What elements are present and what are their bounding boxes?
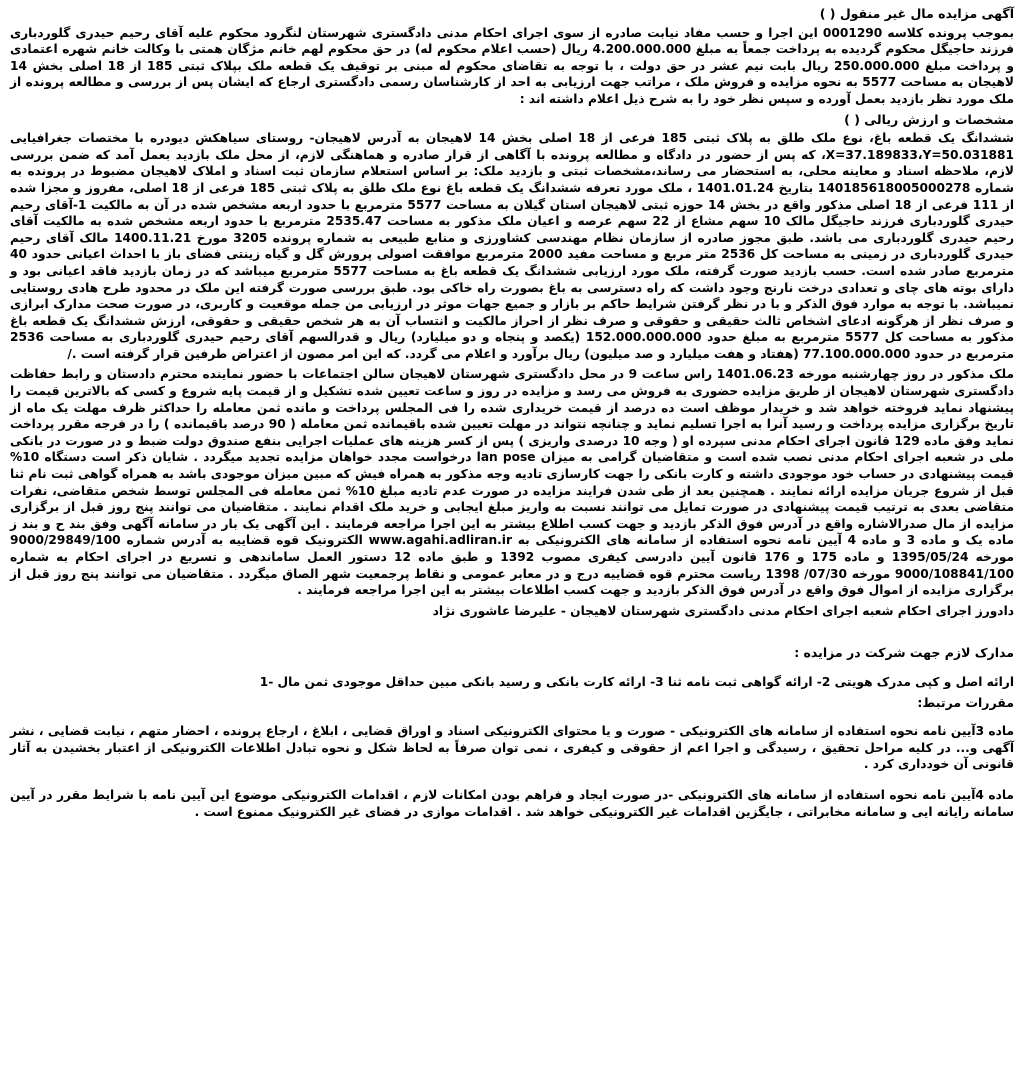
regulations-heading: مقررات مرتبط: xyxy=(917,694,1014,710)
signature-line: دادورز اجرای احکام شعبه اجرای احکام مدنی دادگستری شهرستان لاهیجان - علیرضا عاشوری نژاد xyxy=(432,603,1014,618)
specifications-paragraph: ششدانگ یک قطعه باغ، نوع ملک طلق به پلاک ثبتی 185 فرعی از 18 اصلی بخش 14 لاهیجان به آدرس لاهیجان- روستای سیاهکش دیودره با مختصات جغرافیایی X=37.189833،Y=50.031881، که پس از حضور در دادگاه و مطالعه پرونده با آگاهی از قرار صادره و هماهنگی لازم، از محل ملک بازدید بعمل آمد که ضمن بررسی لازم، ملاحظه اسناد و معاینه محلی، به استحضار می رساند،مشخصات ثبتی و بازدید ملک: بر اساس استعلام سازمان ثبت اسناد و املاک لاهیجان مضبوط در پرونده به شماره 140185618005000278 بتاریخ 1401.01.24 ، ملک مورد تعرفه ششدانگ یک قطعه باغ نوع ملک طلق به پلاک ثبتی 185 فرعی از 18 اصلی، مفروز و مجزا شده از 111 فرعی از 18 اصلی مذکور واقع در بخش 14 حوزه ثبتی لاهیجان استان گیلان به مساحت 5577 مترمربع با حدود اربعه مشخص شده در آن به مالکیت 1-آقای رحیم حیدری گلوردباری فرزند حاجیگل مالک 10 سهم مشاع از 22 سهم عرصه و اعیان ملک مذکور به مساحت 2535.47 مترمربع با حدود اربعه مشخص شده به مالکیت آقای رحیم حیدری گلوردباری می باشد. طبق مجوز صادره از سازمان نظام مهندسی کشاورزی و منابع طبیعی به شماره پرونده 3205 مورخ 1400.11.21 مالک آقای رحیم حیدری گلوردباری در زمینی به مساحت کل 2536 متر مربع و مساحت مفید 2000 مترمربع موافقت اصولی پرورش گل و گیاه زینتی فضای باز با احداث اعیانی حدود 40 مترمربع صادر شده است. حسب بازدید صورت گرفته، ملک مورد ارزیابی ششدانگ یک قطعه باغ به مساحت 5577 مترمربع میباشد که در زمان بازدید فاقد اعیانی بود و دارای بوته های چای و تعدادی درخت نارنج وجود داشت که راه دسترسی به باغ بصورت راه خاکی بود. طبق بررسی صورت گرفته این ملک در محدود طرح هادی روستایی نمیباشد. با توجه به موارد فوق الذکر و با در نظر گرفتن شرایط حاکم بر بازار و جمیع جهات موثر در ارزیابی من جمله موقعیت و کاربری، در صورت صحت مدارک ابرازی و صرف نظر از هرگونه ادعای اشخاص ثالث حقیقی و حقوقی و صرف نظر از احراز مالکیت و انتساب آن به هر شخص حقیقی و حقوقی، ارزش ششدانگ یک قطعه باغ مذکور به مساحت کل 5577 مترمربع به مبلغ حدود 152.000.000.000 (یکصد و پنجاه و دو میلیارد) ریال و قدرالسهم آقای رحیم حیدری گلوردباری به مساحت 2536 مترمربع در حدود 77.100.000.000 (هفتاد و هفت میلیارد و صد میلیون) ریال برآورد و اعلام می گردد. که این امر مصون از اعتراض طرفین قرار گرفته است ./ xyxy=(10,131,1015,361)
auction-paragraph: ملک مذکور در روز چهارشنبه مورخه 1401.06.23 راس ساعت 9 در محل دادگستری شهرستان لاهیجان سالن اجتماعات با حضور نماینده محترم دادستان و رابط حفاظت دادگستری شهرستان لاهیجان از طریق مزایده حضوری به فروش می رسد و مزایده در روز و ساعت تعیین شده تشکیل و از قیمت پایه شروع و کسی که بالاترین قیمت را پیشنهاد نماید فروخته خواهد شد و خریدار موظف است ده درصد از قیمت خریداری شده را فی المجلس پرداخت و مانده ثمن معامله را حداکثر ظرف مهلت یک ماه از تاریخ برگزاری مزایده پرداخت و رسید آنرا به اجرا تسلیم نماید و چنانچه نتواند در مهلت تعیین شده باقیمانده ثمن معامله ( 90 درصد باقیمانده ) را در فرجه مقرر پرداخت نماید وفق ماده 129 قانون اجرای احکام مدنی سپرده او ( وجه 10 درصدی واریزی ) پس از کسر هزینه های عملیات اجرایی بنفع صندوق دولت ضبط و در صورت در بانکی ملی در شعبه اجرای احکام مدنی نصب شده است و متقاضیان گرامی به میزان lan pose درخواست مجدد خواهان مزایده تجدید میگردد . شایان ذکر است دستگاه 10% قیمت پیشنهادی در حساب خود موجودی داشته و کارت بانکی را جهت کارسازی تادیه وجه مذکور به همراه فیش که مبین میزان موجودی باشد به همراه گواهی ثبت نام ثنا قبل از شروع جریان مزایده ارائه نمایند . همچنین بعد از طی شدن فرایند مزایده در صورت عدم تادیه مبلغ 10% ثمن معامله فی المجلس توسط شخص متقاضی، نفرات متقاضی بعدی به ترتیب قیمت پیشنهادی در صورت تمایل می توانند نسبت به واریز مبلغ ایجابی و خرید ملک اقدام نمایند . متقاضیان می توانند پنج روز قبل از برگزاری مزایده از مال صدرالاشاره واقع در آدرس فوق الذکر بازدید و جهت کسب اطلاع بیشتر به این اجرا مراجعه فرمایند . این آگهی یک بار در سامانه آگهی وفق بند ح و بند ز ماده یک و ماده 3 و ماده 4 آیین نامه نحوه استفاده از سامانه های الکترونیکی به www.agahi.adliran.ir الکترونیک قوه قضاییه به آدرس شماره 9000/29849/100 مورخه 1395/05/24 و ماده 175 و 176 قانون آیین دادرسی کیفری مصوب 1392 و طبق ماده 12 دستور العمل ساماندهی و تسریع در اجرای احکام به شماره 9000/108841/100 مورخه 07/30/ 1398 ریاست محترم قوه قضاییه درج و در معابر عمومی و نقاط پرجمعیت شهر الصاق میگردد . متقاضیان می توانند پنج روز قبل از برگزاری مزایده از اموال فوق واقع در آدرس فوق الذکر بازدید و جهت کسب اطلاعات بیشتر به این اجرا مراجعه فرمایند . xyxy=(10,367,1015,598)
specifications-heading: مشخصات و ارزش ریالی ( ) xyxy=(844,111,1014,127)
intro-paragraph: بموجب پرونده کلاسه 0001290 این اجرا و حسب مفاد نیابت صادره از سوی اجرای احکام مدنی دادگستری شهرستان لنگرود محکوم علیه آقای رحیم حیدری گلوردباری فرزند حاجیگل محکوم گردیده به پرداخت جمعاً به مبلغ 4.200.000.000 ریال (حسب اعلام محکوم له) در حق محکوم لهم خانم مژگان همتی با وکالت خانم شهره اعتمادی و پرداخت مبلغ 250.000.000 ریال بابت نیم عشر در حق دولت ، با توجه به تقاضای محکوم له مبنی بر توقیف یک قطعه ملک بپلاک ثبتی 185 از 18 اصلی بخش 14 لاهیجان به مساحت 5577 به نحوه مزایده و فروش ملک ، مراتب جهت ارزیابی به احد از کارشناسان رسمی دادگستری ارجاع که ایشان پس از بررسی و مطالعه پرونده از ملک مورد نظر بازدید بعمل آورده و سپس نظر خود را به شرح ذیل اعلام داشته اند : xyxy=(10,25,1015,106)
required-documents-list: ارائه اصل و کپی مدرک هویتی 2- ارائه گواهی ثبت نامه ثنا 3- ارائه کارت بانکی و رسید بانکی مبین حداقل موجودی ثمن مال -1 xyxy=(259,674,1014,689)
required-documents-heading: مدارک لازم جهت شرکت در مزایده : xyxy=(794,645,1014,661)
regulation-article-3: ماده 3آیین نامه نحوه استفاده از سامانه های الکترونیکی - صورت و یا محتوای الکترونیکی اسناد و اوراق قضایی ، ابلاغ ، ارجاع پرونده ، احضار متهم ، نیابت قضایی ، نشر آگهی و... در کلیه مراحل تحقیق ، رسیدگی و اجرا اعم از حقوقی و کیفری ، نمی توان صرفاً به لحاظ شکل و نحوه تبادل اطلاعات الکترونیکی از اعتبار بخشیدن به آثار قانونی آن خودداری کرد . xyxy=(10,724,1014,772)
notice-title: آگهی مزایده مال غیر منقول ( ) xyxy=(819,6,1014,21)
regulation-article-4: ماده 4آیین نامه نحوه استفاده از سامانه های الکترونیکی -در صورت ایجاد و فراهم بودن امکانات لازم ، اقدامات الکترونیکی موضوع این آیین نامه با شرایط مقرر در آیین سامانه رایانه ایی و سامانه مخابراتی ، جایگزین اقدامات غیر الکترونیکی خواهد شد . اقدامات موازی در فضای غیر الکترونیک ممنوع است . xyxy=(10,787,1014,819)
